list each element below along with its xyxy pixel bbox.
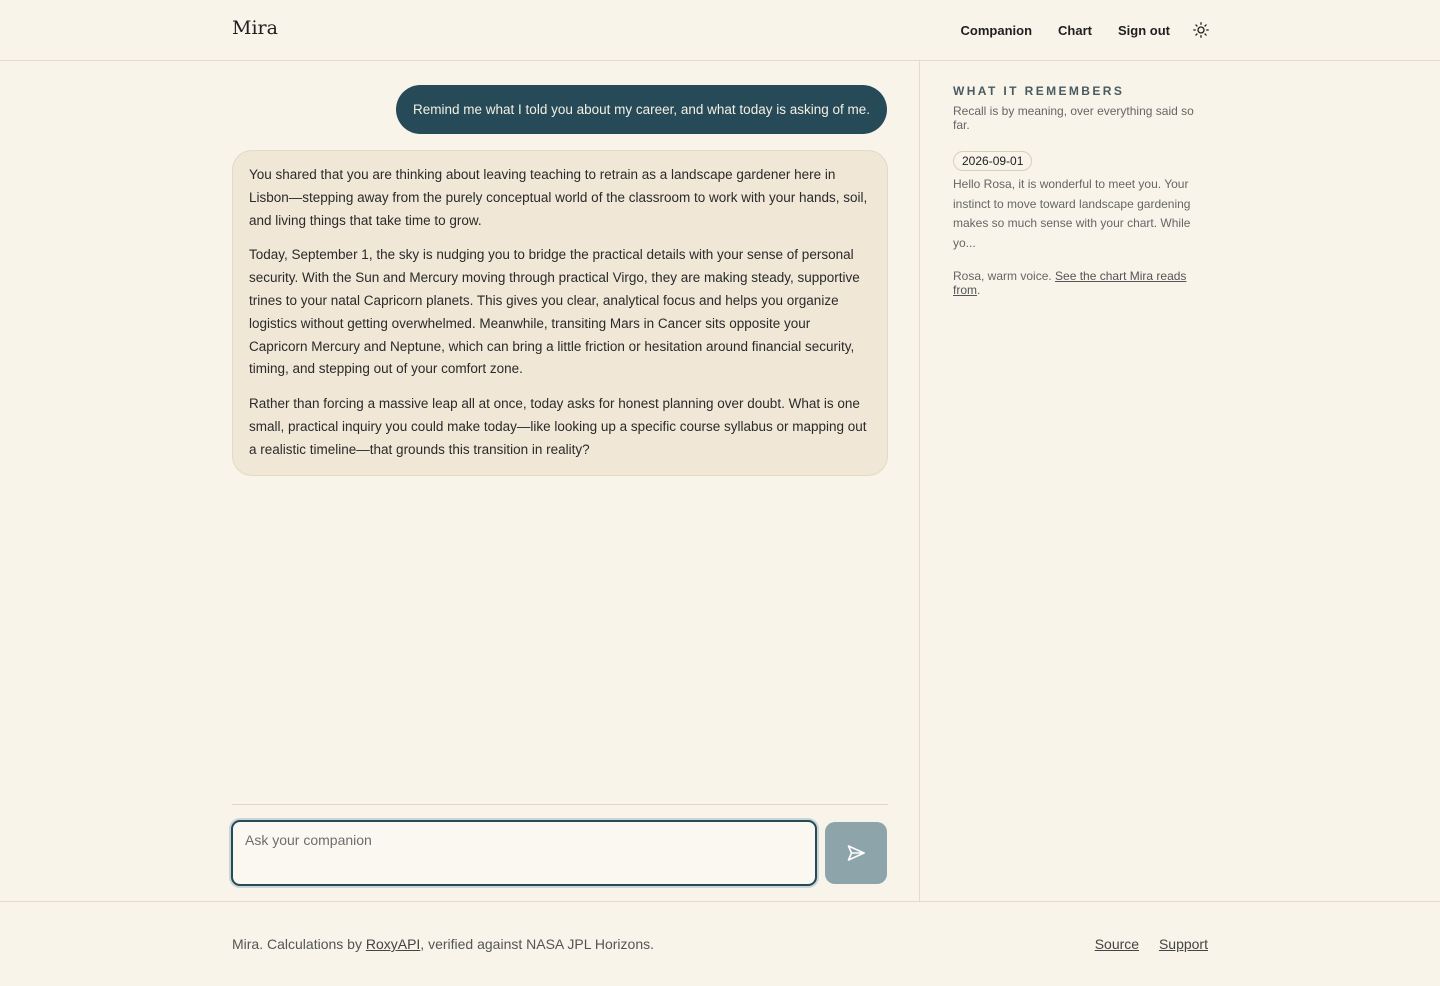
- sun-icon: [1193, 22, 1209, 38]
- sidebar-title: WHAT IT REMEMBERS: [953, 84, 1125, 98]
- user-message-bubble: Remind me what I told you about my career, and what today is asking of me.: [396, 85, 887, 134]
- assistant-paragraph: Today, September 1, the sky is nudging you to bridge the practical details with your sense of personal security. With the Sun and Mercury moving through practical Virgo, they are making steady, supportive trines to your natal Capricorn planets. This gives you clear, analytical focus and helps you organize logistics without getting overwhelmed. Meanwhile, transiting Mars in Cancer sits opposite your Capricorn Mercury and Neptune, which can bring a little friction or hesitation around financial security, timing, and stepping out of your comfort zone.: [249, 247, 860, 377]
- chat-panel: [0, 61, 920, 901]
- nav-companion[interactable]: Companion: [960, 22, 1033, 38]
- top-header: [0, 0, 1440, 61]
- footer-credit-suffix: , verified against NASA JPL Horizons.: [420, 936, 654, 952]
- memory-date-badge: 2026-09-01: [953, 151, 1032, 171]
- page-footer: [0, 901, 1440, 986]
- sidebar-footnote-text: Rosa, warm voice.: [953, 269, 1056, 283]
- message-input[interactable]: [231, 820, 817, 886]
- roxyapi-link[interactable]: RoxyAPI: [365, 936, 421, 952]
- sidebar-footnote: [953, 269, 1213, 297]
- memory-sidebar: [953, 84, 1213, 297]
- send-icon: [846, 843, 866, 863]
- footer-credit: [232, 936, 654, 952]
- theme-toggle-button[interactable]: [1192, 21, 1210, 39]
- memory-item[interactable]: [953, 151, 1213, 253]
- source-link[interactable]: Source: [1094, 936, 1140, 952]
- nav-chart[interactable]: Chart: [1058, 22, 1092, 38]
- composer-divider: [232, 804, 888, 805]
- sidebar-footnote-suffix: .: [977, 283, 981, 297]
- assistant-paragraph: You shared that you are thinking about leaving teaching to retrain as a landscape gardener here in Lisbon—stepping away from the purely conceptual world of the classroom to work with your hands, soil, and living things that take time to grow.: [249, 167, 868, 228]
- nav-sign-out[interactable]: Sign out: [1118, 22, 1170, 38]
- assistant-paragraph: Rather than forcing a massive leap all at once, today asks for honest planning over doubt. What is one small, practical inquiry you could make today—like looking up a specific course syllabus or mapping out a realistic timeline—that grounds this transition in reality?: [249, 396, 867, 457]
- brand-logo[interactable]: Mira: [232, 17, 278, 39]
- chart-link[interactable]: See the chart Mira reads from: [953, 269, 1187, 297]
- sidebar-subtitle: Recall is by meaning, over everything said so far.: [953, 104, 1194, 132]
- memory-snippet: Hello Rosa, it is wonderful to meet you. Your instinct to move toward landscape gardening makes so much sense with your chart. While yo...: [953, 177, 1191, 250]
- support-link[interactable]: Support: [1158, 936, 1208, 952]
- main-nav: [935, 0, 1210, 60]
- assistant-message-bubble: [232, 150, 888, 476]
- footer-credit-prefix: Mira. Calculations by: [232, 936, 366, 952]
- footer-links: [1079, 936, 1208, 952]
- send-button[interactable]: [825, 822, 887, 884]
